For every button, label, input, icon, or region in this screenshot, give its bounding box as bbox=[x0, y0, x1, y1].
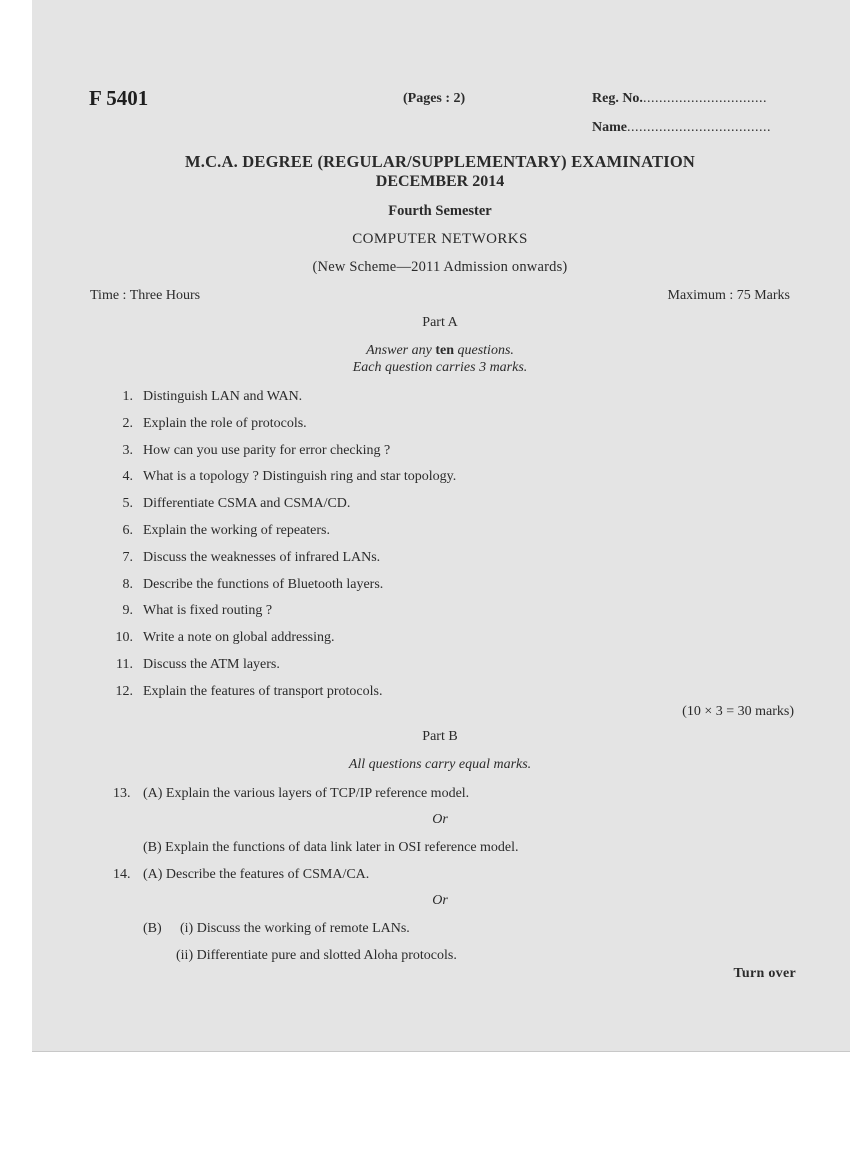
question-13b: (B) Explain the functions of data link later in OSI reference model. bbox=[143, 840, 519, 855]
question-14b-label: (B) bbox=[143, 921, 162, 936]
question-number: 7. bbox=[122, 549, 133, 565]
question-text: Explain the role of protocols. bbox=[143, 415, 307, 431]
paper-code: F 5401 bbox=[89, 86, 149, 110]
or-separator: Or bbox=[432, 893, 448, 908]
list-item bbox=[115, 683, 383, 700]
question-text: How can you use parity for error checking ? bbox=[143, 442, 391, 458]
list-item bbox=[122, 549, 381, 566]
question-14b-ii: (ii) Differentiate pure and slotted Aloha protocols. bbox=[176, 948, 457, 963]
list-item bbox=[122, 603, 273, 619]
question-number: 12. bbox=[115, 683, 133, 699]
question-text: Discuss the ATM layers. bbox=[143, 657, 280, 672]
list-item bbox=[122, 496, 351, 512]
turn-over-note: Turn over bbox=[733, 966, 796, 981]
reg-no-label: Reg. No. bbox=[592, 91, 643, 106]
part-a-instruction: Answer any ten questions. bbox=[366, 343, 514, 358]
question-number: 10. bbox=[115, 630, 133, 646]
list-item bbox=[115, 630, 335, 646]
question-number: 6. bbox=[122, 523, 133, 538]
question-number: 11. bbox=[116, 657, 133, 672]
exam-title: M.C.A. DEGREE (REGULAR/SUPPLEMENTARY) EXAMINATION bbox=[184, 152, 696, 171]
question-number-14: 14. bbox=[113, 867, 131, 882]
or-separator: Or bbox=[432, 812, 448, 827]
question-number: 2. bbox=[122, 415, 133, 431]
exam-date: DECEMBER 2014 bbox=[375, 173, 505, 190]
question-text: Write a note on global addressing. bbox=[143, 630, 335, 646]
part-a-heading: Part A bbox=[422, 315, 458, 330]
question-number: 5. bbox=[122, 496, 133, 512]
question-text: What is fixed routing ? bbox=[143, 603, 273, 619]
subject: COMPUTER NETWORKS bbox=[352, 231, 528, 247]
question-14a: (A) Describe the features of CSMA/CA. bbox=[143, 867, 370, 882]
scheme: (New Scheme—2011 Admission onwards) bbox=[312, 259, 568, 275]
list-item bbox=[122, 523, 330, 539]
list-item bbox=[122, 469, 457, 485]
question-text: Discuss the weaknesses of infrared LANs. bbox=[143, 549, 381, 565]
semester: Fourth Semester bbox=[388, 203, 492, 219]
list-item bbox=[116, 657, 280, 673]
question-text: Explain the features of transport protocols. bbox=[143, 683, 383, 699]
question-number-13: 13. bbox=[113, 786, 131, 801]
question-text: Differentiate CSMA and CSMA/CD. bbox=[143, 496, 351, 512]
name-field bbox=[592, 120, 771, 136]
reg-no-field bbox=[592, 91, 767, 107]
part-a-marks-note: Each question carries 3 marks. bbox=[352, 360, 528, 375]
list-item bbox=[122, 442, 391, 459]
name-blank: .................................... bbox=[627, 120, 771, 135]
question-number: 9. bbox=[122, 603, 133, 619]
question-text: Explain the working of repeaters. bbox=[143, 523, 330, 538]
part-b-instruction: All questions carry equal marks. bbox=[348, 757, 532, 772]
page-count: (Pages : 2) bbox=[403, 91, 466, 106]
time-allowed: Time : Three Hours bbox=[90, 288, 201, 303]
question-number: 4. bbox=[122, 469, 133, 485]
question-14b-i: (i) Discuss the working of remote LANs. bbox=[180, 921, 410, 936]
list-item bbox=[122, 415, 307, 432]
part-a-marks: (10 × 3 = 30 marks) bbox=[682, 704, 794, 719]
question-text: What is a topology ? Distinguish ring and star topology. bbox=[143, 469, 457, 485]
question-13a: (A) Explain the various layers of TCP/IP reference model. bbox=[143, 786, 470, 801]
list-item bbox=[122, 576, 384, 593]
reg-no-blank: ............................... bbox=[642, 91, 767, 106]
name-label: Name bbox=[592, 120, 627, 135]
question-text: Distinguish LAN and WAN. bbox=[143, 389, 303, 404]
maximum-marks: Maximum : 75 Marks bbox=[667, 288, 790, 303]
part-b-heading: Part B bbox=[422, 729, 458, 744]
question-number: 3. bbox=[122, 442, 133, 458]
question-text: Describe the functions of Bluetooth layers. bbox=[143, 576, 384, 592]
list-item bbox=[122, 389, 303, 405]
question-number: 1. bbox=[122, 389, 133, 404]
question-number: 8. bbox=[122, 576, 133, 592]
